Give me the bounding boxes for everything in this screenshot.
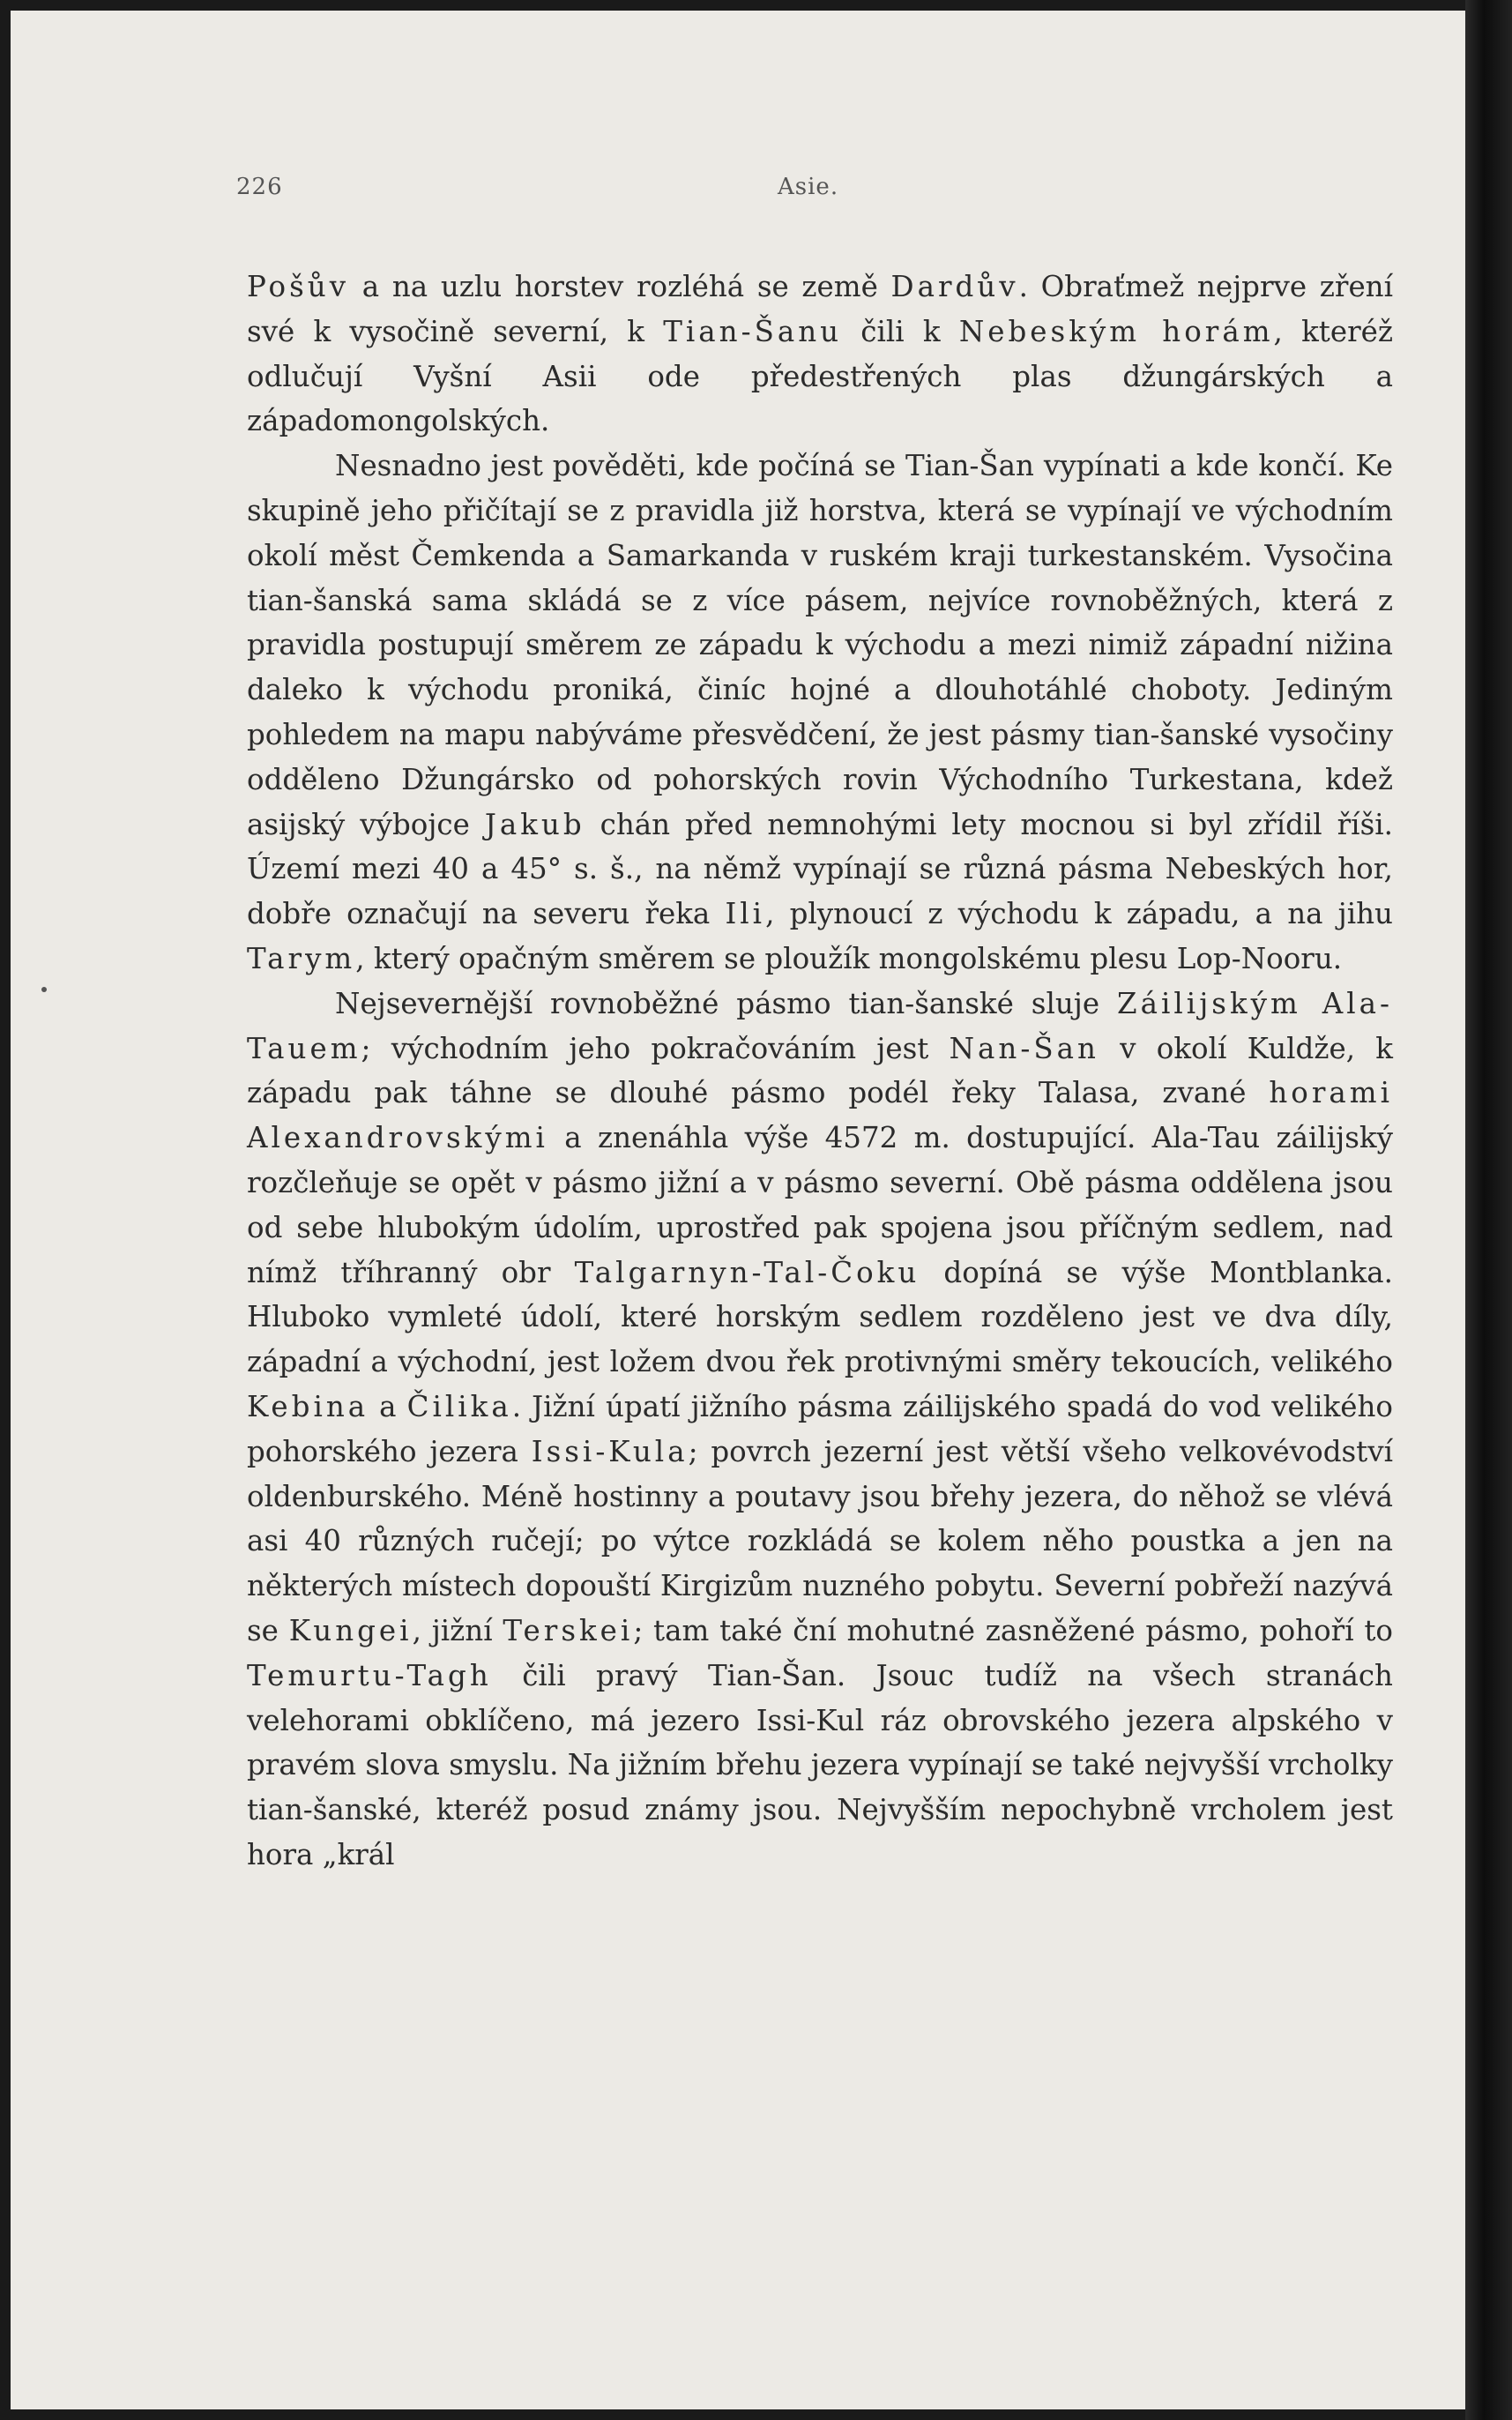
text-run: . Jižní úpatí jižního pásma záilijského spadá do vod velikého pohorského jezera bbox=[247, 1389, 1393, 1468]
body-text bbox=[247, 265, 1393, 1878]
spaced-term: Terskei bbox=[503, 1613, 634, 1647]
book-spine-edge bbox=[1465, 0, 1512, 2420]
paragraph-3 bbox=[247, 982, 1393, 1878]
page-number: 226 bbox=[236, 174, 283, 200]
running-head: Asie. bbox=[778, 174, 839, 200]
text-run: a bbox=[369, 1389, 407, 1423]
spaced-term: Kebina bbox=[247, 1389, 369, 1423]
spaced-term: Temurtu-Tagh bbox=[247, 1658, 492, 1692]
text-run: čili k bbox=[842, 314, 959, 348]
text-run: chán před nemnohými lety mocnou si byl zřídil říši. Území mezi 40 a 45° s. š., na němž vypínají se různá pásma Nebeských hor, dobře označují na severu řeka bbox=[247, 807, 1393, 931]
text-run: v okolí Kuldže, k západu pak táhne se dlouhé pásmo podél řeky Talasa, zvané bbox=[247, 1031, 1393, 1110]
text-run: a na uzlu horstev rozléhá se země bbox=[349, 270, 891, 303]
margin-mark bbox=[41, 987, 47, 992]
text-run: čili pravý Tian-Šan. Jsouc tudíž na všech stranách velehorami obklíčeno, má jezero Issi-Kul ráz obrovského jezera alpského v pravém slova smyslu. Na jižním břehu jezera vypínají se také nejvyšší vrcholky tian-šanské, kteréž posud známy jsou. Nejvyšším nepochybně vrcholem jest hora „král bbox=[247, 1658, 1393, 1871]
spaced-term: Ili bbox=[725, 897, 766, 931]
text-run: , jižní bbox=[412, 1613, 503, 1647]
text-run: ; východním jeho pokračováním jest bbox=[361, 1031, 950, 1065]
spaced-term: Kungei bbox=[288, 1613, 413, 1647]
text-run: a znenáhla výše 4572 m. dostupující. Ala-Tau záilijský rozčleňuje se opět v pásmo jižní a v pásmo severní. Obě pásma oddělena jsou od sebe hlubokým údolím, uprostřed pak spojena jsou příčným sedlem, nad nímž tříhranný obr bbox=[247, 1121, 1393, 1289]
spaced-term: Dardův bbox=[890, 270, 1019, 303]
spaced-term: Tarym bbox=[247, 941, 356, 975]
spaced-term: Jakub bbox=[484, 807, 585, 841]
text-run: ; povrch jezerní jest větší všeho velkovévodství oldenburského. Méně hostinny a poutavy jsou břehy jezera, do něhož se vlévá asi 40 různých ručejí; po výtce rozkládá se kolem něho poustka a jen na některých místech dopouští Kirgizům nuzného pobytu. Severní pobřeží nazývá se bbox=[247, 1434, 1393, 1647]
spaced-term: Záilijským Ala-Tauem bbox=[247, 986, 1393, 1065]
spaced-term: Nan-Šan bbox=[949, 1031, 1099, 1065]
spaced-term: Nebeským horám bbox=[958, 314, 1274, 348]
text-run: , plynoucí z východu k západu, a na jihu bbox=[765, 897, 1393, 931]
spaced-term: horami Alexandrovskými bbox=[247, 1076, 1393, 1155]
text-run: , který opačným směrem se ploužík mongolskému plesu Lop-Nooru. bbox=[355, 941, 1343, 975]
spaced-term: Tian-Šanu bbox=[663, 314, 843, 348]
spaced-term: Issi-Kula bbox=[531, 1434, 689, 1468]
spaced-term: Čilika bbox=[406, 1389, 512, 1423]
text-run: . Obraťmež nejprve zření své k vysočině severní, k bbox=[247, 270, 1393, 348]
paragraph-2 bbox=[247, 444, 1393, 982]
text-run: Nesnadno jest pověděti, kde počíná se Tian-Šan vypínati a kde končí. Ke skupině jeho přičítají se z pravidla již horstva, která se vypínají ve východním okolí měst Čemkenda a Samarkanda v ruském kraji turkestanském. Vysočina tian-šanská sama skládá se z více pásem, nejvíce rovnoběžných, která z pravidla postupují směrem ze západu k východu a mezi nimiž západní nižina daleko k východu proniká, činíc hojné a dlouhotáhlé choboty. Jediným pohledem na mapu nabýváme přesvědčení, že jest pásmy tian-šanské vysočiny odděleno Džungársko od pohorských rovin Východního Turkestana, kdež asijský výbojce bbox=[247, 449, 1393, 841]
paragraph-1 bbox=[247, 265, 1393, 444]
text-run: , kteréž odlučují Vyšní Asii ode předestřených plas džungárských a západomongolských. bbox=[247, 314, 1393, 438]
page-header bbox=[236, 174, 1400, 209]
text-run: ; tam také ční mohutné zasněžené pásmo, pohoří to bbox=[633, 1613, 1393, 1647]
spaced-term: Talgarnyn-Tal-Čoku bbox=[574, 1255, 920, 1289]
text-run: Nejsevernější rovnoběžné pásmo tian-šanské sluje bbox=[335, 986, 1118, 1020]
text-run: dopíná se výše Montblanka. Hluboko vymleté údolí, které horským sedlem rozděleno jest ve dva díly, západní a východní, jest ložem dvou řek protivnými směry tekoucích, velikého bbox=[247, 1255, 1393, 1379]
spaced-term: Pošův bbox=[247, 270, 350, 303]
